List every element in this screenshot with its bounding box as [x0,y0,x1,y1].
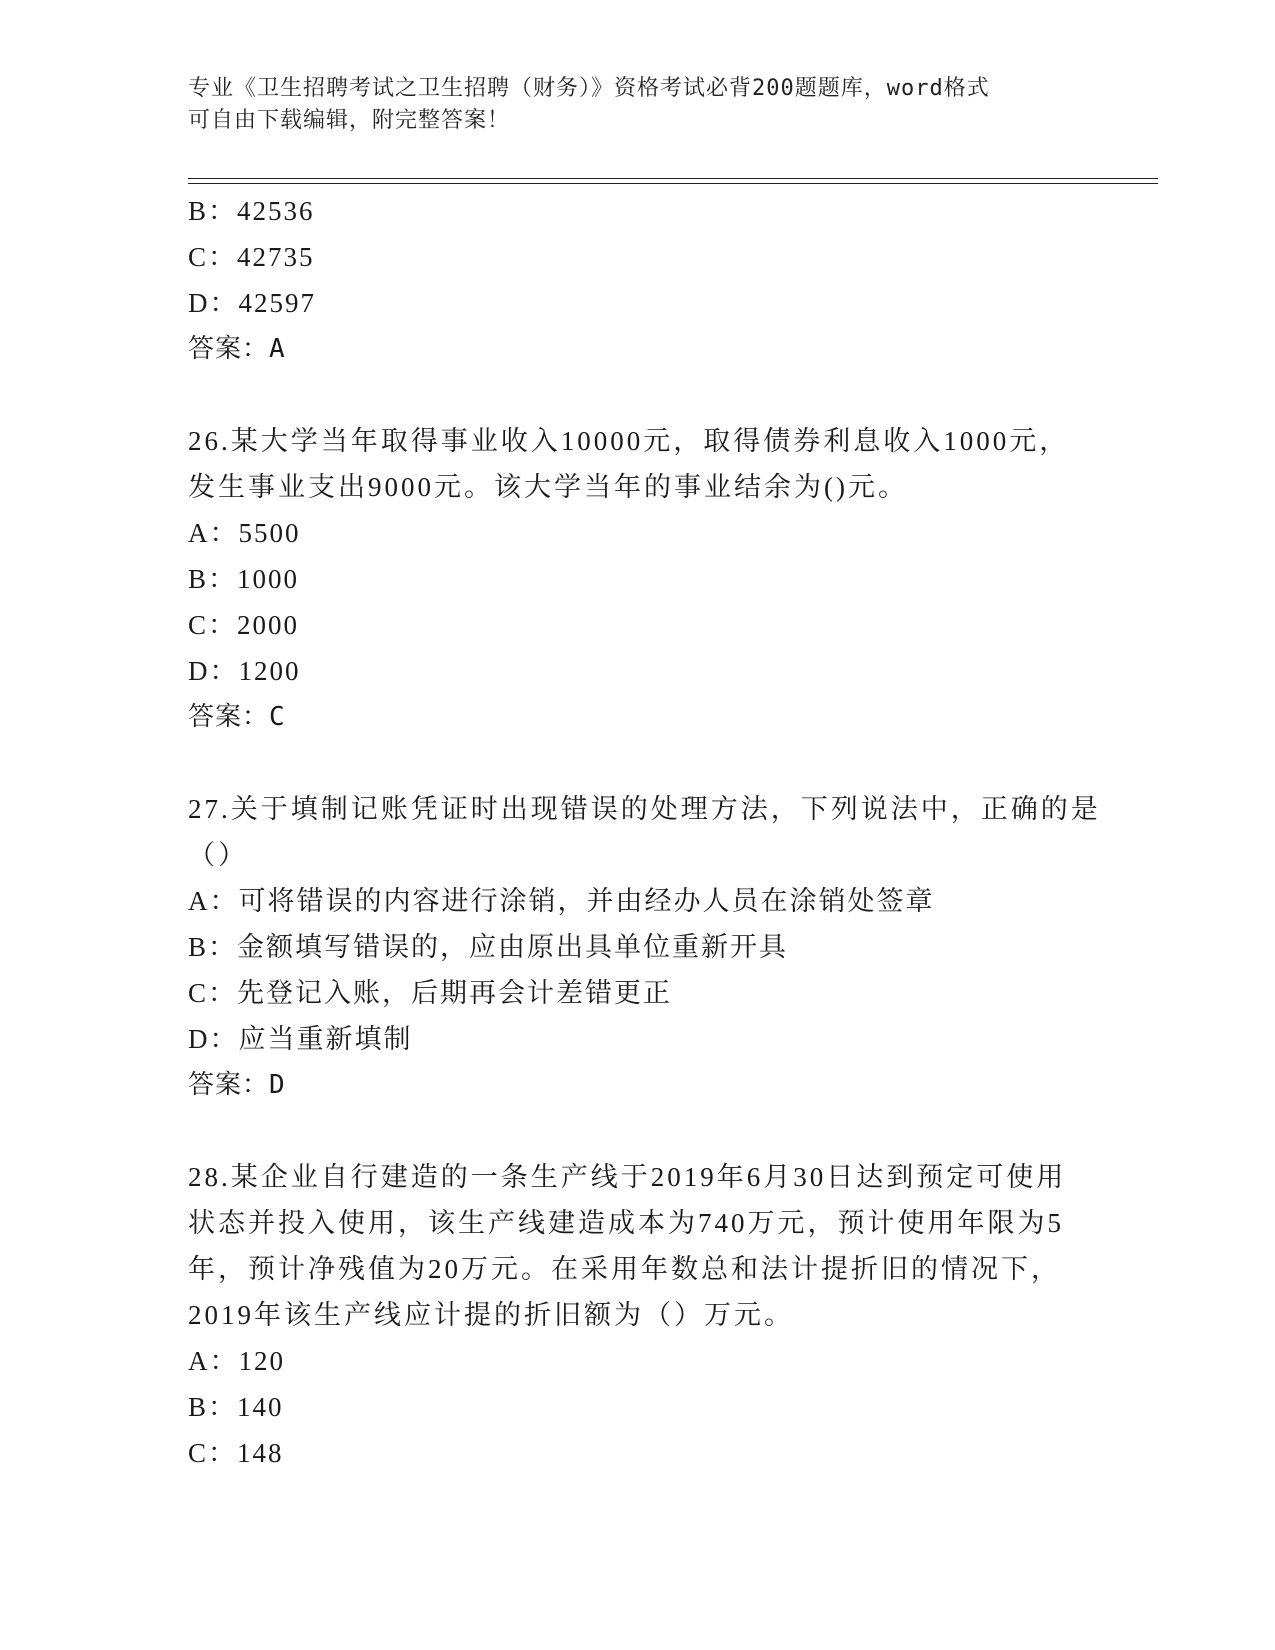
option-a: A：5500 [188,518,301,548]
header-line-1: 专业《卫生招聘考试之卫生招聘（财务）》资格考试必背200题题库，word格式 [188,76,990,101]
option-b: B：金额填写错误的，应由原出具单位重新开具 [188,932,789,962]
option-b: B：42536 [188,196,315,226]
option-b: B：1000 [188,564,300,594]
header-divider-bottom [188,183,1158,184]
option-c: C：148 [188,1438,284,1468]
page-header [188,73,1088,137]
header-divider-top [188,178,1158,179]
question-27 [188,786,1101,1108]
question-text-line: 27.关于填制记账凭证时出现错误的处理方法，下列说法中，正确的是 [188,794,1101,824]
header-line-2: 可自由下载编辑，附完整答案！ [188,108,511,133]
option-d: D：42597 [188,288,316,318]
question-26 [188,418,1088,740]
option-c: C：先登记入账，后期再会计差错更正 [188,978,673,1008]
answer-line: 答案：C [188,702,286,732]
option-a: A：120 [188,1346,285,1376]
question-25-tail [188,188,1088,372]
question-28 [188,1154,1088,1476]
question-text-line: 26.某大学当年取得事业收入10000元，取得债券利息收入1000元， [188,426,1070,456]
question-text-line: 28.某企业自行建造的一条生产线于2019年6月30日达到预定可使用 [188,1162,1067,1192]
question-text-line: （） [188,840,248,870]
answer-line: 答案：A [188,334,286,364]
question-text-line: 年，预计净残值为20万元。在采用年数总和法计提折旧的情况下， [188,1254,1061,1284]
question-text-line: 2019年该生产线应计提的折旧额为（）万元。 [188,1300,794,1330]
answer-line: 答案：D [188,1070,286,1100]
option-b: B：140 [188,1392,284,1422]
question-text-line: 状态并投入使用，该生产线建造成本为740万元，预计使用年限为5 [188,1208,1064,1238]
document-body [188,188,1101,1476]
option-d: D：应当重新填制 [188,1024,413,1054]
option-c: C：42735 [188,242,315,272]
question-text-line: 发生事业支出9000元。该大学当年的事业结余为()元。 [188,472,908,502]
option-d: D：1200 [188,656,301,686]
option-c: C：2000 [188,610,300,640]
option-a: A：可将错误的内容进行涂销，并由经办人员在涂销处签章 [188,886,935,916]
